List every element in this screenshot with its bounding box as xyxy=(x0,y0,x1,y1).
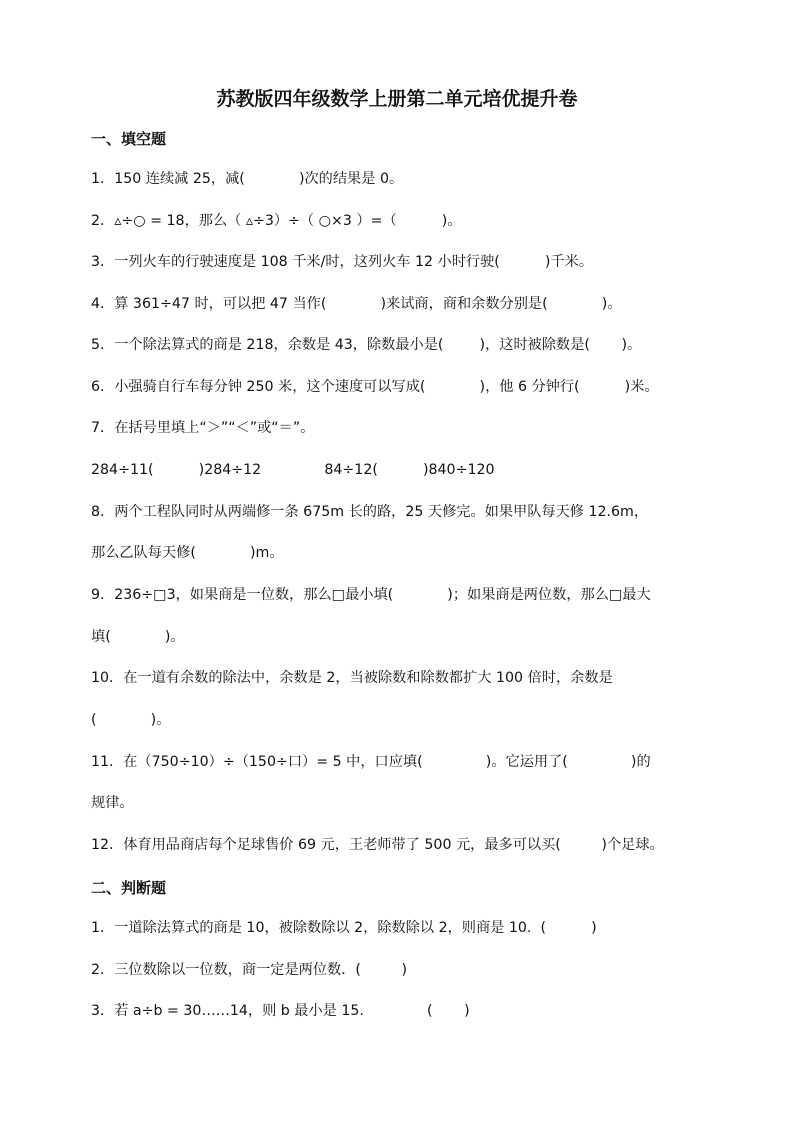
question-7-compare: 284÷11( )284÷12 84÷12( )840÷120 xyxy=(91,462,495,478)
question-7: 7．在括号里填上“＞”“＜”或“＝”。 xyxy=(91,420,315,436)
question-2: 2．▵÷○ = 18，那么（ ▵÷3）÷（ ○×3 ）=（ )。 xyxy=(91,213,462,229)
question-5: 5．一个除法算式的商是 218，余数是 43，除数最小是( )，这时被除数是( )。 xyxy=(91,337,642,353)
question-10-line-1: 10．在一道有余数的除法中，余数是 2，当被除数和除数都扩大 100 倍时，余数是 xyxy=(91,670,613,686)
judgment-1: 1．一道除法算式的商是 10，被除数除以 2，除数除以 2，则商是 10. ( ) xyxy=(91,920,597,936)
question-1: 1．150 连续减 25，减( )次的结果是 0。 xyxy=(91,171,404,187)
page-title: 苏教版四年级数学上册第二单元培优提升卷 xyxy=(216,88,578,110)
question-12: 12．体育用品商店每个足球售价 69 元，王老师带了 500 元，最多可以买( )个足球。 xyxy=(91,837,664,853)
judgment-3: 3．若 a÷b = 30……14，则 b 最小是 15. ( ) xyxy=(91,1003,470,1019)
question-4: 4．算 361÷47 时，可以把 47 当作( )来试商，商和余数分别是( )。 xyxy=(91,296,622,312)
question-9-line-1: 9．236÷□3，如果商是一位数，那么□最小填( )；如果商是两位数，那么□最大 xyxy=(91,587,651,603)
section-heading-true-false: 二、判断题 xyxy=(91,879,167,897)
question-6: 6．小强骑自行车每分钟 250 米，这个速度可以写成( )，他 6 分钟行( )米。 xyxy=(91,379,659,395)
question-9-line-2: 填( )。 xyxy=(91,629,185,645)
judgment-2: 2．三位数除以一位数，商一定是两位数．( ) xyxy=(91,962,408,978)
question-3: 3．一列火车的行驶速度是 108 千米/时，这列火车 12 小时行驶( )千米。 xyxy=(91,254,594,270)
question-11-line-2: 规律。 xyxy=(91,795,134,811)
question-8-line-2: 那么乙队每天修( )m。 xyxy=(91,545,284,561)
question-8-line-1: 8．两个工程队同时从两端修一条 675m 长的路，25 天修完。如果甲队每天修 12.6m， xyxy=(91,504,649,520)
question-10-line-2: ( )。 xyxy=(91,712,171,728)
question-11-line-1: 11．在（750÷10）÷（150÷口）= 5 中，口应填( )。它运用了( )的 xyxy=(91,754,651,770)
section-heading-fill-in: 一、填空题 xyxy=(91,130,167,148)
